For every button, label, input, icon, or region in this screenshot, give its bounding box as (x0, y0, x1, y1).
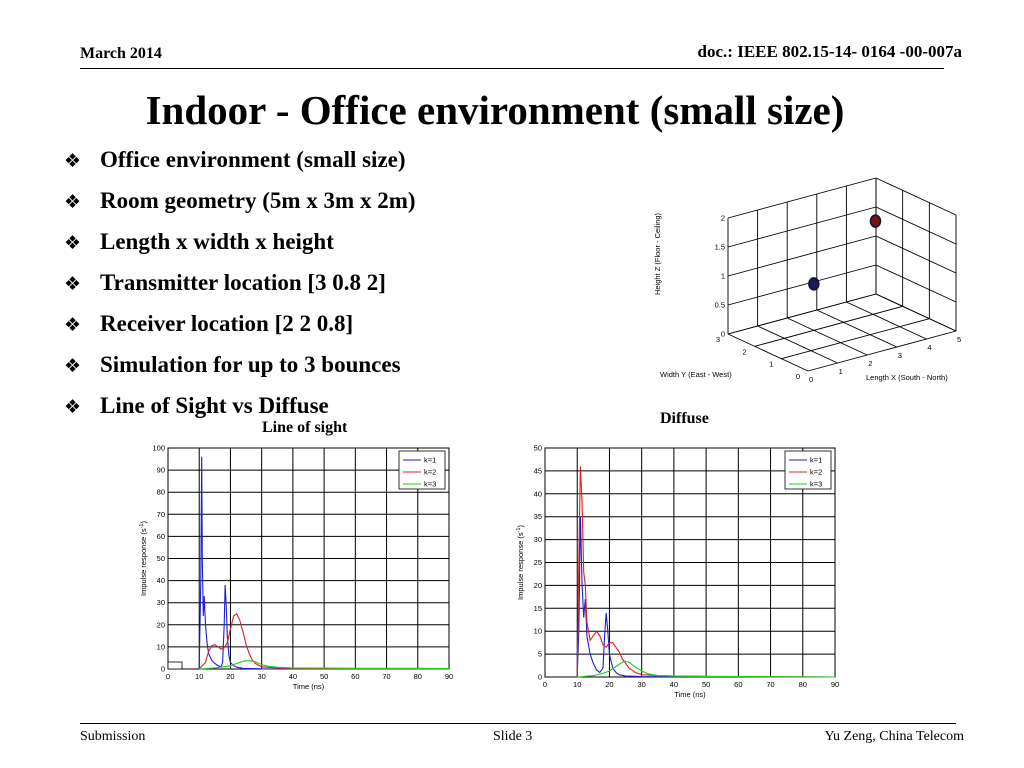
legend-artifact-box (168, 662, 182, 669)
x-axis-label: Time (ns) (292, 682, 325, 691)
x-tick-label: 80 (798, 680, 807, 689)
z-tick-label: 0.5 (714, 300, 725, 310)
x-tick-label: 30 (257, 672, 266, 681)
x-tick-label: 80 (413, 672, 422, 681)
bullet-text: Line of Sight vs Diffuse (100, 393, 329, 418)
floor-gridline (781, 319, 932, 359)
bullet-item (64, 222, 416, 263)
back-wall-gridline (728, 265, 876, 305)
floor-gridline (846, 302, 926, 339)
x-tick-label: 90 (444, 672, 454, 681)
footer-submission: Submission (80, 729, 146, 744)
y-tick-label: 1 (769, 359, 774, 369)
x-tick-label: 40 (288, 672, 298, 681)
y-tick-label: 0 (160, 664, 165, 674)
bullet-item (64, 181, 416, 222)
y-axis-label (516, 525, 525, 600)
bullet-text: Transmitter location [3 0.8 2] (100, 270, 386, 295)
x-tick-label: 70 (766, 680, 775, 689)
back-wall-gridline (728, 207, 876, 247)
z-tick-label: 1.5 (714, 242, 725, 252)
side-wall-gridline (876, 178, 956, 215)
header-doc-id: doc.: IEEE 802.15-14- 0164 -00-007a (697, 42, 962, 61)
point-receiver (809, 278, 819, 290)
y-tick-label: 40 (533, 489, 542, 499)
x-tick-label: 50 (319, 672, 329, 681)
point-transmitter (870, 215, 880, 227)
bullet-item (64, 140, 416, 181)
x-tick-label: 10 (195, 672, 204, 681)
legend-label: k=3 (424, 479, 437, 489)
diamond-bullet-icon: ❖ (64, 232, 82, 254)
y-tick-label: 70 (156, 509, 165, 519)
y-tick-label: 90 (156, 465, 165, 475)
y-tick-label: 3 (715, 335, 720, 344)
bullet-text: Receiver location [2 2 0.8] (100, 311, 354, 336)
z-tick-label: 0 (720, 329, 725, 339)
y-axis-label-sup: -1 (516, 527, 522, 533)
bullet-item (64, 263, 416, 304)
x-tick-label: 20 (226, 672, 235, 681)
y-tick-label: 40 (156, 576, 165, 586)
x-tick-label: 4 (927, 343, 932, 352)
y-tick-label: 100 (152, 443, 165, 453)
x-tick-label: 70 (382, 672, 391, 681)
bullet-item (64, 304, 416, 345)
y-tick-label: 45 (533, 466, 542, 476)
y-tick-label: 15 (533, 603, 542, 613)
x-tick-label: 50 (701, 680, 711, 689)
side-wall-gridline (876, 294, 956, 331)
floor-gridline (728, 334, 808, 371)
x-tick-label: 30 (637, 680, 646, 689)
slide-title: Indoor - Office environment (small size) (145, 87, 845, 133)
footer-slide-number: Slide 3 (493, 729, 533, 744)
bullet-text: Room geometry (5m x 3m x 2m) (100, 188, 416, 213)
los-chart-title: Line of sight (262, 419, 348, 436)
bullet-item (64, 345, 416, 386)
y-tick-label: 50 (156, 554, 165, 563)
y-axis-label-end: ) (516, 525, 525, 528)
back-wall-gridline (728, 236, 876, 276)
legend-label: k=2 (810, 467, 823, 477)
floor-gridline (808, 331, 956, 371)
y-axis-label-end: ) (139, 521, 148, 524)
y-tick-label: 50 (533, 443, 542, 453)
side-wall-gridline (876, 265, 956, 302)
floor-gridline (787, 318, 867, 355)
diffuse-impulse-chart (508, 440, 840, 704)
header-divider (80, 68, 944, 69)
x-tick-label: 5 (957, 335, 962, 344)
z-tick-label: 2 (720, 213, 725, 223)
x-tick-label: 2 (868, 359, 873, 368)
y-tick-label: 10 (533, 626, 542, 636)
x-tick-label: 90 (830, 680, 840, 689)
y-tick-label: 25 (533, 558, 542, 567)
bullet-text: Simulation for up to 3 bounces (100, 352, 401, 377)
y-axis-label-main: Impulse response (s (139, 528, 148, 596)
y-tick-label: 60 (156, 531, 165, 541)
x-tick-label: 60 (734, 680, 743, 689)
legend-box (785, 451, 831, 489)
bullet-item (64, 386, 416, 427)
y-axis-label (139, 521, 148, 596)
floor-gridline (758, 326, 838, 363)
header-date: March 2014 (80, 45, 162, 62)
floor-gridline (755, 306, 903, 346)
y-tick-label: 0 (795, 372, 800, 381)
x-tick-label: 20 (605, 680, 614, 689)
x-axis-label: Time (ns) (674, 690, 706, 699)
side-wall-gridline (876, 236, 956, 273)
bullet-text: Length x width x height (100, 229, 334, 254)
y-tick-label: 10 (156, 642, 165, 652)
y-tick-label: 30 (156, 598, 165, 608)
x-tick-label: 40 (669, 680, 679, 689)
side-wall-gridline (876, 207, 956, 244)
y-tick-label: 35 (533, 512, 542, 522)
diamond-bullet-icon: ❖ (64, 314, 82, 336)
legend-label: k=1 (424, 455, 437, 465)
back-wall-gridline (728, 294, 876, 334)
legend-box (399, 451, 445, 489)
x-tick-label: 1 (838, 367, 843, 376)
x-axis-label: Length X (South - North) (866, 373, 948, 382)
legend-label: k=3 (810, 479, 823, 489)
diamond-bullet-icon: ❖ (64, 150, 82, 172)
diamond-bullet-icon: ❖ (64, 396, 82, 418)
footer-author: Yu Zeng, China Telecom (824, 729, 964, 744)
y-tick-label: 30 (533, 535, 542, 545)
x-tick-label: 60 (351, 672, 360, 681)
y-tick-label: 80 (156, 487, 165, 497)
bullet-text: Office environment (small size) (100, 147, 406, 172)
footer-divider (80, 723, 956, 724)
bullet-list (64, 140, 416, 427)
x-tick-label: 0 (165, 672, 171, 681)
legend-label: k=2 (424, 467, 437, 477)
x-tick-label: 3 (897, 351, 902, 360)
y-axis-label-sup: -1 (139, 523, 145, 529)
x-tick-label: 10 (573, 680, 582, 689)
back-wall-gridline (728, 178, 876, 218)
z-axis-label: Height Z (Floor - Ceiling) (653, 212, 662, 296)
diffuse-chart-title: Diffuse (660, 410, 709, 427)
y-axis-label-main: Impulse response (s (516, 532, 525, 600)
floor-gridline (817, 310, 897, 347)
diamond-bullet-icon: ❖ (64, 273, 82, 295)
x-tick-label: 0 (542, 680, 548, 689)
y-tick-label: 0 (537, 672, 542, 682)
los-impulse-chart (128, 440, 460, 698)
y-axis-label: Width Y (East - West) (660, 370, 732, 379)
y-tick-label: 2 (742, 347, 747, 357)
diamond-bullet-icon: ❖ (64, 191, 82, 213)
legend-label: k=1 (810, 455, 823, 465)
room-geometry-3d-plot (640, 145, 970, 395)
y-tick-label: 5 (537, 649, 542, 659)
y-tick-label: 20 (533, 580, 542, 590)
x-tick-label: 0 (809, 375, 814, 384)
z-tick-label: 1 (720, 271, 725, 281)
y-tick-label: 20 (156, 620, 165, 630)
diamond-bullet-icon: ❖ (64, 355, 82, 377)
